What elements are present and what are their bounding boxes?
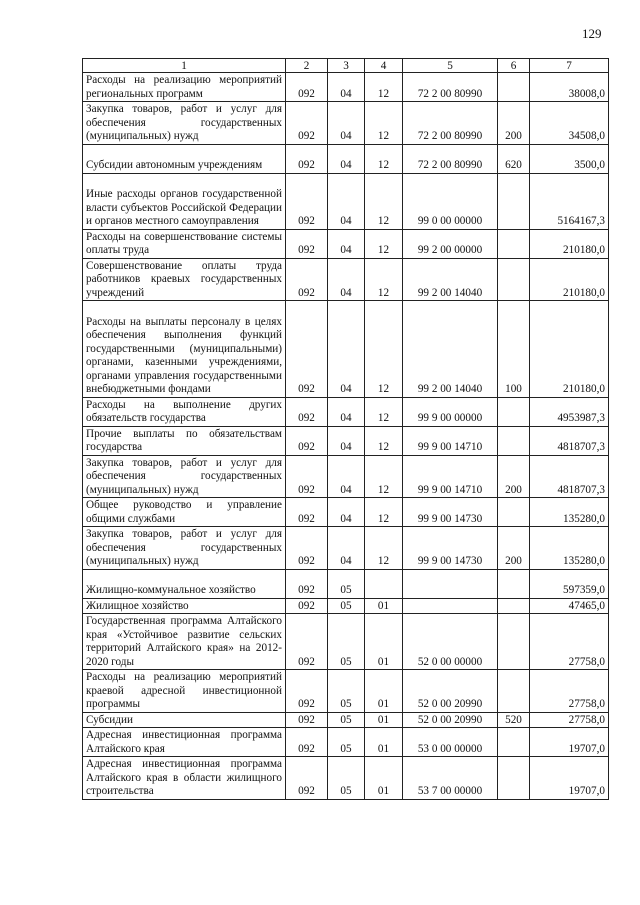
target-article-cell: 72 2 00 80990	[403, 73, 498, 102]
target-article-cell: 99 9 00 14710	[403, 455, 498, 498]
subsection-code-cell: 01	[365, 614, 403, 670]
amount-cell: 19707,0	[530, 757, 609, 800]
amount-cell: 27758,0	[530, 614, 609, 670]
table-row	[83, 301, 609, 398]
row-name-cell: Государственная программа Алтайского края «Устойчивое развитие сельских территорий Алтайского края» на 2012-2020 годы	[83, 614, 286, 670]
table-row	[83, 397, 609, 426]
table-row	[83, 757, 609, 800]
ministry-code-cell: 092	[286, 569, 328, 598]
subsection-code-cell: 12	[365, 455, 403, 498]
target-article-cell: 72 2 00 80990	[403, 144, 498, 173]
ministry-code-cell: 092	[286, 455, 328, 498]
target-article-cell	[403, 598, 498, 614]
amount-cell: 27758,0	[530, 670, 609, 713]
table-row	[83, 455, 609, 498]
target-article-cell: 53 7 00 00000	[403, 757, 498, 800]
amount-cell: 38008,0	[530, 73, 609, 102]
expense-type-cell	[498, 73, 530, 102]
ministry-code-cell: 092	[286, 728, 328, 757]
amount-cell: 27758,0	[530, 712, 609, 728]
row-name-cell: Закупка товаров, работ и услуг для обеспечения государственных (муниципальных) нужд	[83, 455, 286, 498]
ministry-code-cell: 092	[286, 301, 328, 398]
row-name-cell: Адресная инвестиционная программа Алтайского края в области жилищного строительства	[83, 757, 286, 800]
expense-type-cell: 200	[498, 102, 530, 145]
section-code-cell: 04	[328, 144, 365, 173]
row-name-cell: Субсидии автономным учреждениям	[83, 144, 286, 173]
ministry-code-cell: 092	[286, 258, 328, 301]
row-name-cell: Адресная инвестиционная программа Алтайского края	[83, 728, 286, 757]
section-code-cell: 05	[328, 757, 365, 800]
table-row	[83, 258, 609, 301]
amount-cell: 47465,0	[530, 598, 609, 614]
amount-cell: 4818707,3	[530, 455, 609, 498]
section-code-cell: 05	[328, 569, 365, 598]
subsection-code-cell: 12	[365, 498, 403, 527]
ministry-code-cell: 092	[286, 498, 328, 527]
expense-type-cell	[498, 569, 530, 598]
table-row	[83, 102, 609, 145]
ministry-code-cell: 092	[286, 712, 328, 728]
subsection-code-cell: 12	[365, 229, 403, 258]
target-article-cell: 53 0 00 00000	[403, 728, 498, 757]
amount-cell: 135280,0	[530, 498, 609, 527]
row-name-cell: Расходы на совершенствование системы оплаты труда	[83, 229, 286, 258]
row-name-cell: Расходы на реализацию мероприятий краевой адресной инвестиционной программы	[83, 670, 286, 713]
section-code-cell: 04	[328, 258, 365, 301]
row-name-cell: Закупка товаров, работ и услуг для обеспечения государственных (муниципальных) нужд	[83, 527, 286, 570]
budget-table	[82, 58, 609, 800]
expense-type-cell	[498, 598, 530, 614]
section-code-cell: 04	[328, 426, 365, 455]
amount-cell: 4953987,3	[530, 397, 609, 426]
section-code-cell: 05	[328, 614, 365, 670]
table-body	[83, 73, 609, 800]
target-article-cell: 99 9 00 14710	[403, 426, 498, 455]
row-name-cell: Расходы на выплаты персоналу в целях обеспечения выполнения функций государственными (муниципальными) органами, казенными учреждениями, органами управления государственными внебюджетными фондами	[83, 301, 286, 398]
subsection-code-cell: 12	[365, 527, 403, 570]
table-row	[83, 173, 609, 229]
subsection-code-cell: 12	[365, 301, 403, 398]
expense-type-cell	[498, 728, 530, 757]
subsection-code-cell: 12	[365, 144, 403, 173]
ministry-code-cell: 092	[286, 527, 328, 570]
expense-type-cell: 200	[498, 527, 530, 570]
section-code-cell: 05	[328, 728, 365, 757]
expense-type-cell	[498, 397, 530, 426]
amount-cell: 4818707,3	[530, 426, 609, 455]
table-row	[83, 527, 609, 570]
table-row	[83, 670, 609, 713]
section-code-cell: 04	[328, 397, 365, 426]
subsection-code-cell: 12	[365, 426, 403, 455]
amount-cell: 210180,0	[530, 229, 609, 258]
table-row	[83, 73, 609, 102]
subsection-code-cell: 12	[365, 258, 403, 301]
column-header: 2	[286, 59, 328, 73]
ministry-code-cell: 092	[286, 73, 328, 102]
target-article-cell	[403, 569, 498, 598]
amount-cell: 34508,0	[530, 102, 609, 145]
ministry-code-cell: 092	[286, 598, 328, 614]
section-code-cell: 04	[328, 173, 365, 229]
row-name-cell: Прочие выплаты по обязательствам государства	[83, 426, 286, 455]
subsection-code-cell: 12	[365, 397, 403, 426]
row-name-cell: Общее руководство и управление общими службами	[83, 498, 286, 527]
ministry-code-cell: 092	[286, 229, 328, 258]
section-code-cell: 05	[328, 712, 365, 728]
target-article-cell: 52 0 00 20990	[403, 712, 498, 728]
amount-cell: 3500,0	[530, 144, 609, 173]
row-name-cell: Иные расходы органов государственной власти субъектов Российской Федерации и органов местного самоуправления	[83, 173, 286, 229]
ministry-code-cell: 092	[286, 757, 328, 800]
target-article-cell: 99 9 00 00000	[403, 397, 498, 426]
expense-type-cell: 200	[498, 455, 530, 498]
table-row	[83, 728, 609, 757]
table-row	[83, 144, 609, 173]
row-name-cell: Расходы на реализацию мероприятий региональных программ	[83, 73, 286, 102]
subsection-code-cell: 12	[365, 102, 403, 145]
ministry-code-cell: 092	[286, 614, 328, 670]
expense-type-cell	[498, 670, 530, 713]
row-name-cell: Совершенствование оплаты труда работников краевых государственных учреждений	[83, 258, 286, 301]
ministry-code-cell: 092	[286, 426, 328, 455]
ministry-code-cell: 092	[286, 670, 328, 713]
column-header: 1	[83, 59, 286, 73]
table-row	[83, 712, 609, 728]
table-row	[83, 498, 609, 527]
expense-type-cell: 520	[498, 712, 530, 728]
row-name-cell: Закупка товаров, работ и услуг для обеспечения государственных (муниципальных) нужд	[83, 102, 286, 145]
subsection-code-cell: 01	[365, 598, 403, 614]
amount-cell: 210180,0	[530, 301, 609, 398]
expense-type-cell	[498, 498, 530, 527]
target-article-cell: 52 0 00 00000	[403, 614, 498, 670]
target-article-cell: 52 0 00 20990	[403, 670, 498, 713]
section-code-cell: 04	[328, 498, 365, 527]
expense-type-cell	[498, 229, 530, 258]
subsection-code-cell: 12	[365, 173, 403, 229]
expense-type-cell: 100	[498, 301, 530, 398]
expense-type-cell	[498, 426, 530, 455]
page-number: 129	[582, 26, 602, 41]
target-article-cell: 99 2 00 14040	[403, 258, 498, 301]
target-article-cell: 72 2 00 80990	[403, 102, 498, 145]
table-row	[83, 426, 609, 455]
expense-type-cell	[498, 757, 530, 800]
header-row	[83, 59, 609, 73]
target-article-cell: 99 9 00 14730	[403, 498, 498, 527]
section-code-cell: 04	[328, 102, 365, 145]
row-name-cell: Субсидии	[83, 712, 286, 728]
section-code-cell: 04	[328, 229, 365, 258]
subsection-code-cell: 01	[365, 670, 403, 713]
subsection-code-cell: 01	[365, 728, 403, 757]
column-header: 4	[365, 59, 403, 73]
subsection-code-cell	[365, 569, 403, 598]
expense-type-cell: 620	[498, 144, 530, 173]
section-code-cell: 04	[328, 301, 365, 398]
target-article-cell: 99 2 00 14040	[403, 301, 498, 398]
section-code-cell: 05	[328, 598, 365, 614]
ministry-code-cell: 092	[286, 144, 328, 173]
column-header: 3	[328, 59, 365, 73]
row-name-cell: Жилищно-коммунальное хозяйство	[83, 569, 286, 598]
amount-cell: 19707,0	[530, 728, 609, 757]
section-code-cell: 04	[328, 527, 365, 570]
expense-type-cell	[498, 614, 530, 670]
target-article-cell: 99 9 00 14730	[403, 527, 498, 570]
row-name-cell: Расходы на выполнение других обязательств государства	[83, 397, 286, 426]
target-article-cell: 99 0 00 00000	[403, 173, 498, 229]
amount-cell: 135280,0	[530, 527, 609, 570]
table-row	[83, 598, 609, 614]
amount-cell: 210180,0	[530, 258, 609, 301]
column-header: 7	[530, 59, 609, 73]
column-header: 5	[403, 59, 498, 73]
amount-cell: 5164167,3	[530, 173, 609, 229]
ministry-code-cell: 092	[286, 173, 328, 229]
section-code-cell: 04	[328, 455, 365, 498]
amount-cell: 597359,0	[530, 569, 609, 598]
column-header: 6	[498, 59, 530, 73]
row-name-cell: Жилищное хозяйство	[83, 598, 286, 614]
target-article-cell: 99 2 00 00000	[403, 229, 498, 258]
ministry-code-cell: 092	[286, 397, 328, 426]
table-row	[83, 569, 609, 598]
ministry-code-cell: 092	[286, 102, 328, 145]
section-code-cell: 05	[328, 670, 365, 713]
subsection-code-cell: 12	[365, 73, 403, 102]
section-code-cell: 04	[328, 73, 365, 102]
expense-type-cell	[498, 173, 530, 229]
subsection-code-cell: 01	[365, 757, 403, 800]
table-row	[83, 614, 609, 670]
expense-type-cell	[498, 258, 530, 301]
subsection-code-cell: 01	[365, 712, 403, 728]
table-row	[83, 229, 609, 258]
